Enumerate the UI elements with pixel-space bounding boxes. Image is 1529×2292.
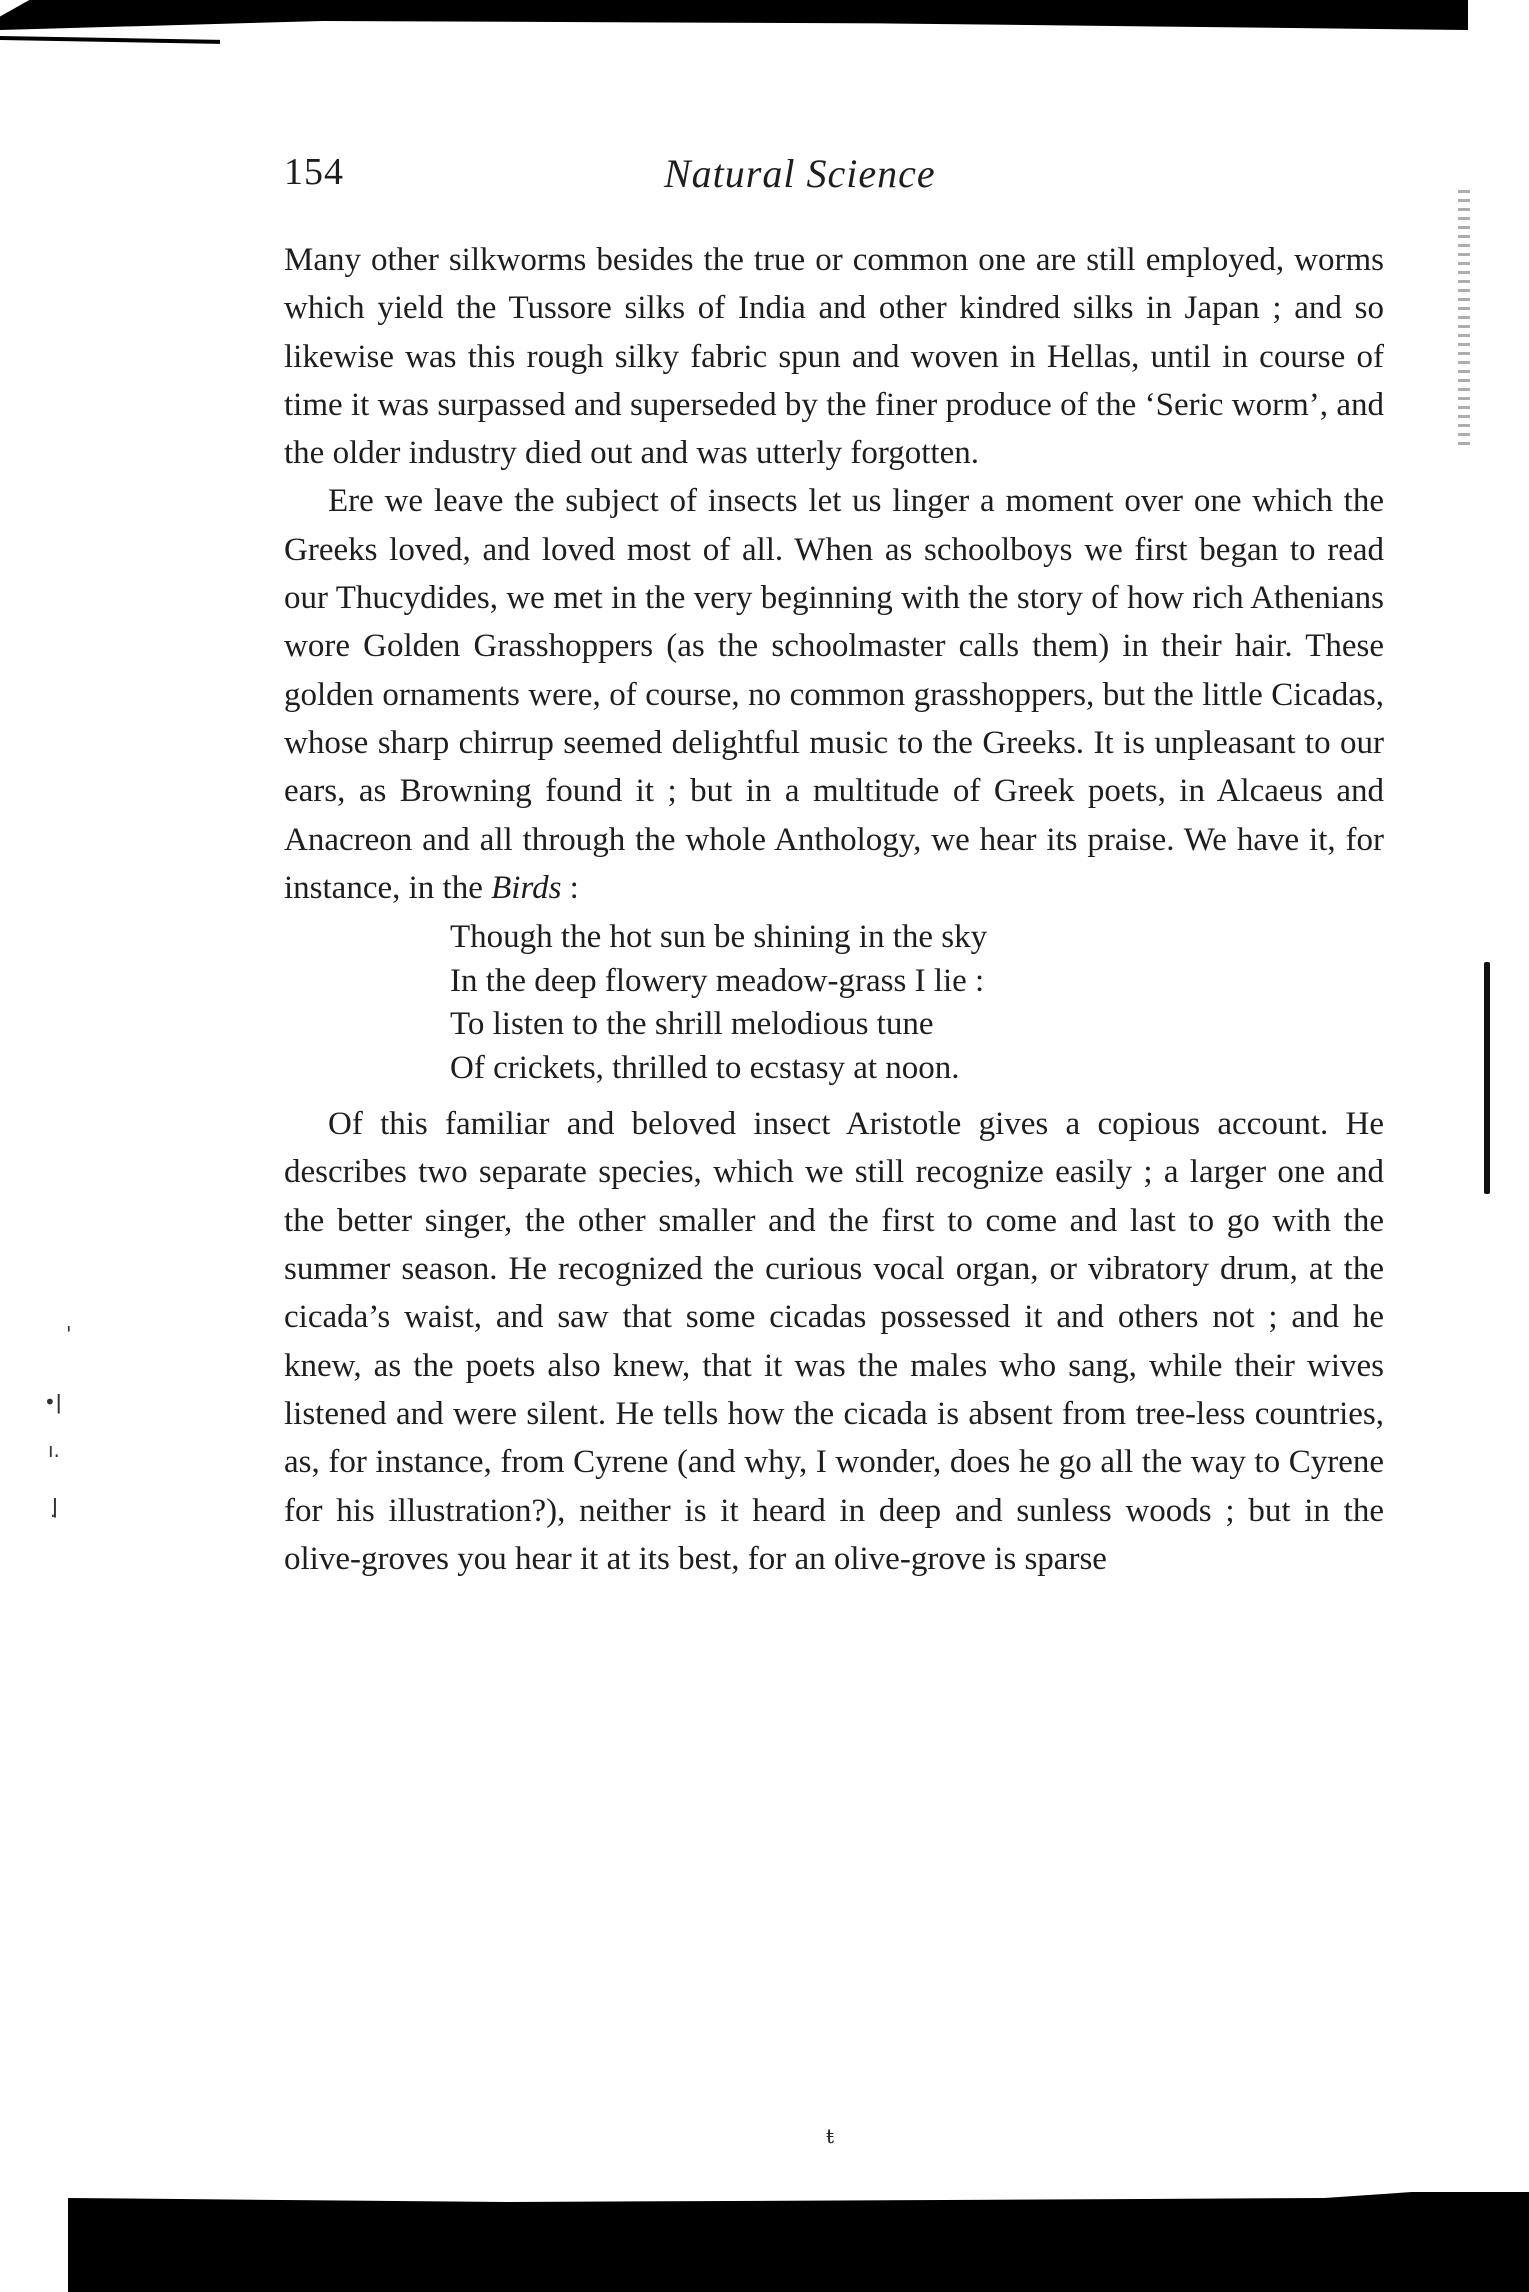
- scan-border-top: [0, 0, 1468, 30]
- scan-border-bottom: [68, 2192, 1529, 2292]
- page-header: [284, 150, 1384, 206]
- verse-line: In the deep flowery meadow-grass I lie :: [450, 962, 985, 999]
- birds-title: Birds: [491, 869, 562, 906]
- margin-speck: •ǀ: [44, 1390, 62, 1414]
- running-title: Natural Science: [664, 151, 936, 196]
- verse-quotation: [284, 916, 1384, 1090]
- margin-speck: ı.: [48, 1438, 60, 1462]
- paragraph-cicadas-tail: the: [442, 869, 492, 906]
- paragraph-cicadas-text: Ere we leave the subject of insects let us linger a moment over one which the Greeks loved, and loved most of all. When as schoolboys we first began to read our Thucydides, we met in the very beginning with the story of how rich Athenians wore Golden Grasshoppers (as the schoolmaster calls them) in their hair. These golden ornaments were, of course, no common grasshoppers, but the little Cicadas, whose sharp chirrup seemed delightful music to the Greeks. It is unpleasant to our ears, as Browning found it ; but in a multitude of Greek poets, in Alcaeus and Anacreon and all through the whole Anthology, we hear its praise. We have it, for instance, in: [284, 483, 1384, 906]
- paragraph-cicadas-tail-end: :: [561, 869, 579, 906]
- paragraph-cicadas: [284, 477, 1384, 912]
- verse-line: Though the hot sun be shining in the sky: [450, 919, 988, 956]
- margin-speck: ': [66, 1322, 72, 1346]
- verse-line: Of crickets, thrilled to ecstasy at noon.: [450, 1049, 960, 1086]
- scan-streak-top: [0, 36, 220, 44]
- page-edge-marks: [1458, 190, 1470, 450]
- margin-speck: ǀ̣: [52, 1494, 58, 1518]
- verse-line: To listen to the shrill melodious tune: [450, 1006, 934, 1043]
- margin-mark-bar: [1484, 962, 1490, 1194]
- page-body: [284, 236, 1384, 1583]
- bottom-speck: ŧ: [826, 2124, 835, 2148]
- paragraph-aristotle: Of this familiar and beloved insect Aristotle gives a copious account. He describes two separate species, which we still recognize easily ; a larger one and the better singer, the other smaller and the first to come and last to go with the summer season. He recognized the curious vocal organ, or vibratory drum, at the cicada’s waist, and saw that some cicadas possessed it and others not ; and he knew, as the poets also knew, that it was the males who sang, while their wives listened and were silent. He tells how the cicada is absent from tree-less countries, as, for instance, from Cyrene (and why, I wonder, does he go all the way to Cyrene for his illustration?), neither is it heard in deep and sunless woods ; but in the olive-groves you hear it at its best, for an olive-grove is sparse: [284, 1106, 1384, 1577]
- paragraph-silkworms: Many other silkworms besides the true or common one are still employed, worms which yield the Tussore silks of India and other kindred silks in Japan ; and so likewise was this rough silky fabric spun and woven in Hellas, until in course of time it was surpassed and superseded by the finer produce of the ‘Seric worm’, and the older industry died out and was utterly forgotten.: [284, 242, 1384, 472]
- page-number: 154: [284, 151, 344, 193]
